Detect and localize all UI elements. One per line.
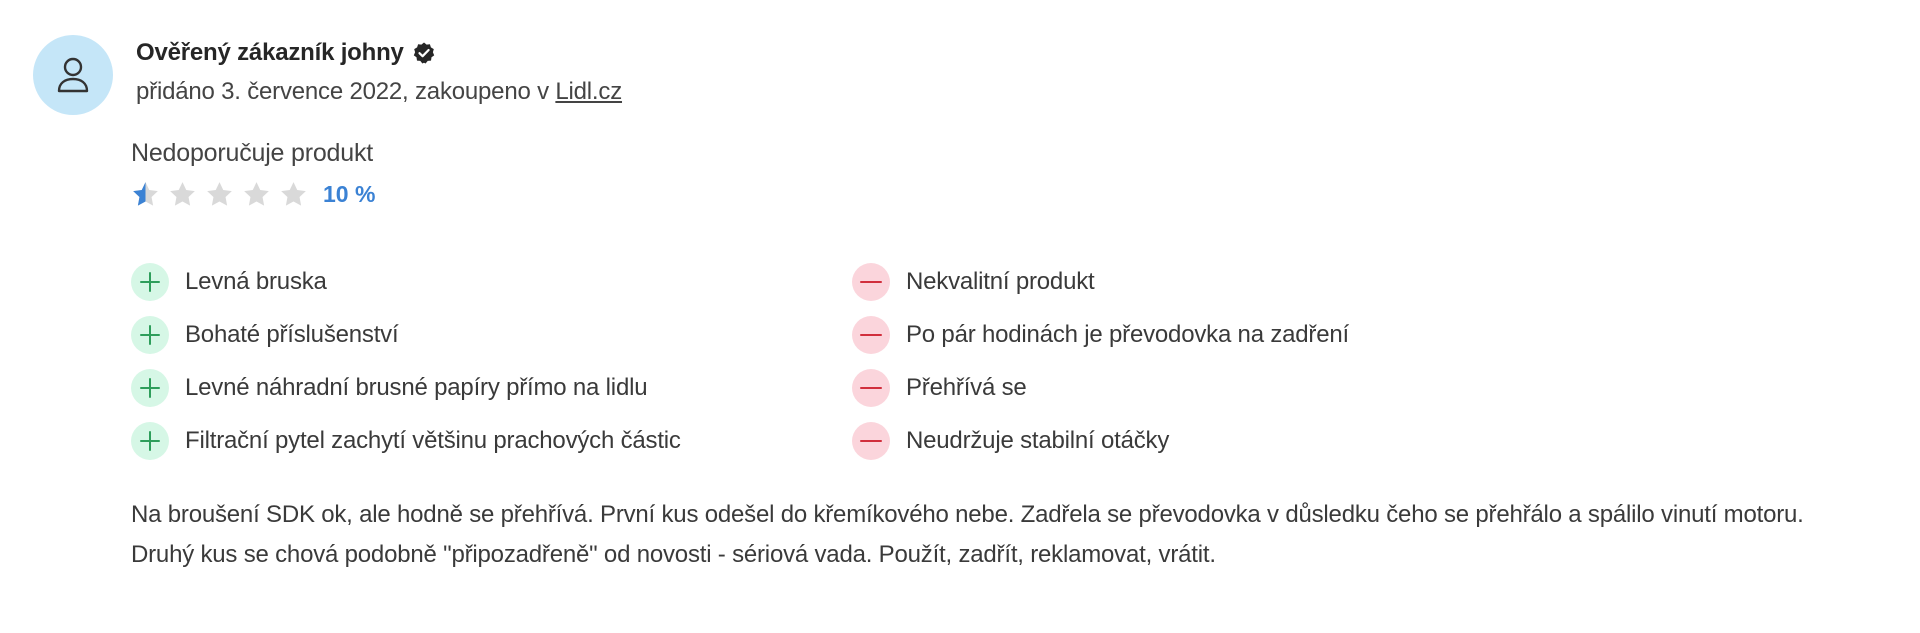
- con-item: [852, 414, 1573, 467]
- pro-label: Filtrační pytel zachytí většinu prachových částic: [185, 426, 681, 454]
- pros-list: [131, 255, 852, 467]
- author-name: Ověřený zákazník johny: [136, 39, 404, 66]
- added-date-label: přidáno 3. července 2022, zakoupeno v: [136, 78, 556, 105]
- minus-icon: [852, 369, 890, 407]
- star-icon: [242, 180, 271, 209]
- star-icon: [131, 180, 160, 209]
- minus-icon: [852, 422, 890, 460]
- pro-label: Bohaté příslušenství: [185, 320, 399, 348]
- minus-icon: [852, 316, 890, 354]
- plus-icon: [131, 316, 169, 354]
- star-icon: [205, 180, 234, 209]
- con-label: Nekvalitní produkt: [906, 267, 1095, 295]
- pro-label: Levné náhradní brusné papíry přímo na lidlu: [185, 373, 648, 401]
- review-meta: [136, 78, 622, 106]
- pro-item: [131, 361, 852, 414]
- star-icon: [279, 180, 308, 209]
- plus-icon: [131, 422, 169, 460]
- minus-icon: [852, 263, 890, 301]
- author-row: [136, 38, 622, 68]
- shop-link[interactable]: Lidl.cz: [555, 78, 623, 105]
- con-label: Po pár hodinách je převodovka na zadření: [906, 320, 1349, 348]
- pro-label: Levná bruska: [185, 267, 327, 295]
- review-text: Na broušení SDK ok, ale hodně se přehřívá. První kus odešel do křemíkového nebe. Zadřela se převodovka v důsledku čeho se přehřálo a spálilo vinutí motoru. Druhý kus se chová podobně "připozadřeně" od novosti - sériová vada. Použít, zadřít, reklamovat, vrátit.: [131, 501, 1804, 568]
- recommendation-label: Nedoporučuje produkt: [131, 139, 373, 167]
- con-item: [852, 361, 1573, 414]
- star-icon: [168, 180, 197, 209]
- verified-check-icon: [412, 41, 436, 65]
- con-item: [852, 255, 1573, 308]
- rating-value: 10 %: [323, 181, 376, 207]
- pro-item: [131, 414, 852, 467]
- con-label: Neudržuje stabilní otáčky: [906, 426, 1170, 454]
- review-header: [136, 38, 622, 106]
- pros-cons: [131, 255, 1573, 467]
- pro-item: [131, 255, 852, 308]
- con-item: [852, 308, 1573, 361]
- user-icon: [56, 56, 90, 94]
- plus-icon: [131, 263, 169, 301]
- rating: [131, 180, 375, 209]
- pro-item: [131, 308, 852, 361]
- avatar: [33, 35, 113, 115]
- cons-list: [852, 255, 1573, 467]
- star-rating: [131, 180, 308, 209]
- plus-icon: [131, 369, 169, 407]
- con-label: Přehřívá se: [906, 373, 1027, 401]
